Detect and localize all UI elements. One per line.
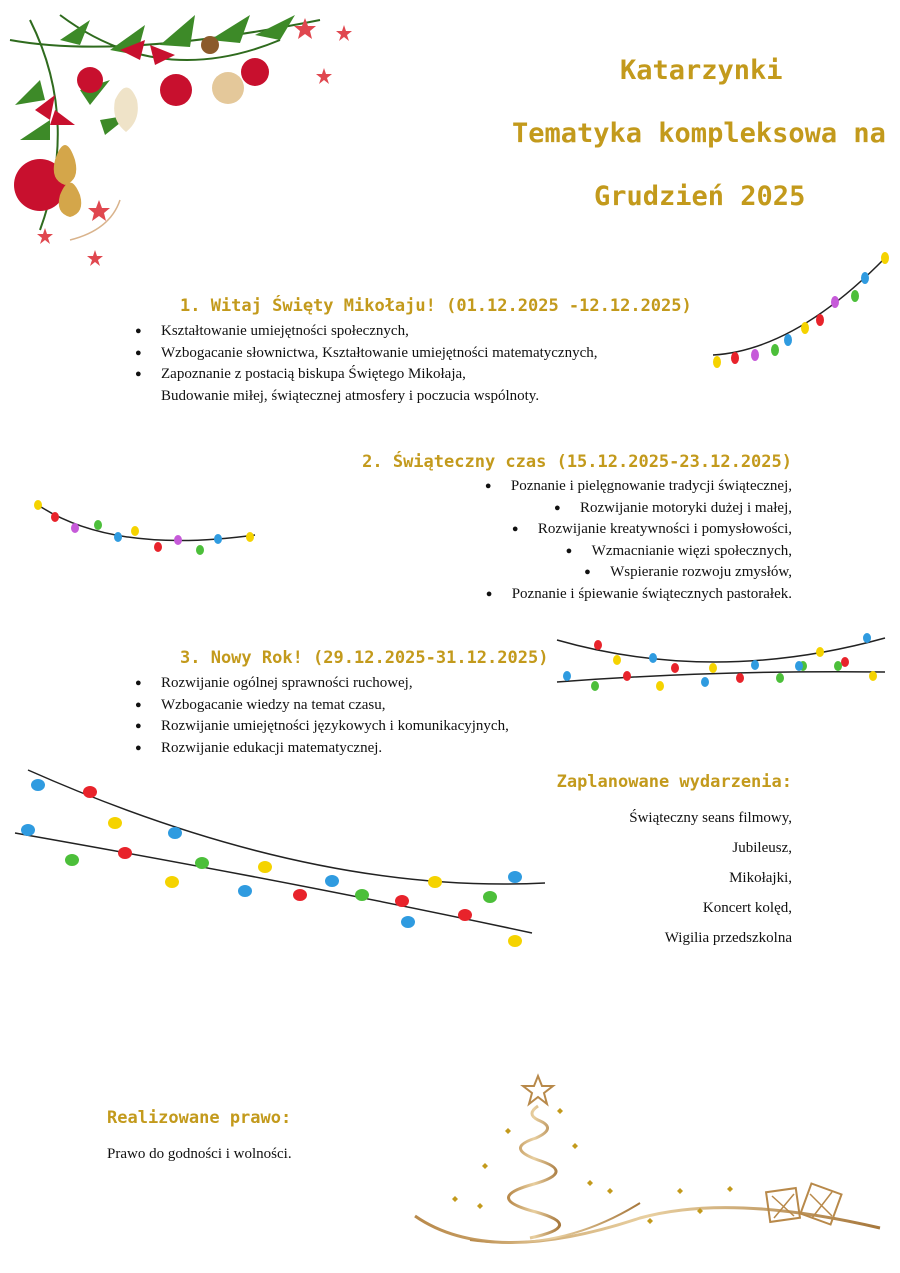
event-item: Mikołajki,	[729, 870, 792, 886]
bullet-icon: ●	[484, 480, 492, 492]
bullet-icon: ●	[135, 720, 142, 732]
christmas-garland-icon	[0, 0, 360, 270]
list-item	[485, 498, 792, 520]
bullet-icon: ●	[485, 587, 493, 600]
header-month: Grudzień 2025	[594, 181, 806, 212]
list-item	[135, 343, 598, 365]
event-item: Wigilia przedszkolna	[664, 930, 792, 946]
list-item-text: Poznanie i śpiewanie świątecznych pastorałek.	[511, 585, 792, 602]
list-item	[135, 738, 509, 760]
bullet-icon: ●	[584, 566, 591, 578]
section3-list	[135, 673, 509, 759]
string-lights-icon	[10, 765, 550, 955]
gold-christmas-tree-icon	[410, 1068, 890, 1258]
section2-list	[485, 476, 792, 605]
list-item	[485, 562, 792, 584]
bullet-icon: ●	[511, 523, 519, 535]
rights-text: Prawo do godności i wolności.	[107, 1146, 292, 1162]
bullet-icon: ●	[135, 698, 142, 711]
list-item-text: Rozwijanie umiejętności językowych i komunikacyjnych,	[161, 718, 509, 734]
list-item-text: Wzmacnianie więzi społecznych,	[591, 542, 792, 559]
section2-title: 2. Świąteczny czas (15.12.2025-23.12.2025)	[362, 452, 792, 472]
bullet-icon: ●	[135, 368, 142, 380]
event-item: Świąteczny seans filmowy,	[629, 810, 792, 826]
bullet-icon: ●	[135, 677, 142, 689]
header-subtitle: Tematyka kompleksowa na	[512, 118, 886, 149]
list-item-text: Rozwijanie edukacji matematycznej.	[161, 739, 383, 756]
section3-title: 3. Nowy Rok! (29.12.2025-31.12.2025)	[180, 648, 549, 668]
string-lights-icon	[30, 495, 260, 560]
list-item	[135, 716, 509, 738]
list-item	[485, 476, 792, 498]
list-item-text: Wspieranie rozwoju zmysłów,	[610, 564, 792, 580]
list-item	[135, 364, 598, 386]
list-item	[135, 673, 509, 695]
string-lights-icon	[705, 250, 895, 370]
events-title: Zaplanowane wydarzenia:	[556, 772, 792, 792]
event-item: Jubileusz,	[732, 840, 792, 856]
list-item	[135, 321, 598, 343]
events-list	[629, 810, 792, 947]
header-title: Katarzynki	[620, 55, 783, 86]
list-item-text: Rozwijanie ogólnej sprawności ruchowej,	[161, 675, 413, 691]
list-item	[485, 519, 792, 541]
section1-title: 1. Witaj Święty Mikołaju! (01.12.2025 -12.12.2025)	[180, 296, 692, 316]
list-item-text: Wzbogacanie słownictwa, Kształtowanie umiejętności matematycznych,	[161, 344, 598, 361]
list-item	[485, 541, 792, 563]
list-item-text: Kształtowanie umiejętności społecznych,	[161, 323, 409, 339]
rights-title: Realizowane prawo:	[107, 1108, 292, 1128]
bullet-icon: ●	[135, 346, 142, 359]
event-item: Koncert kolęd,	[702, 900, 792, 916]
list-item-continuation: Budowanie miłej, świątecznej atmosfery i poczucia wspólnoty.	[161, 387, 540, 404]
bullet-icon: ●	[565, 544, 573, 557]
list-item-text: Wzbogacanie wiedzy na temat czasu,	[161, 696, 386, 713]
list-item-text: Poznanie i pielęgnowanie tradycji świątecznej,	[510, 478, 792, 494]
bullet-icon: ●	[135, 741, 142, 754]
bullet-icon: ●	[135, 325, 142, 337]
list-item	[485, 584, 792, 606]
bullet-icon: ●	[553, 501, 561, 514]
list-item-text: Zapoznanie z postacią biskupa Świętego Mikołaja,	[161, 366, 466, 382]
string-lights-icon	[555, 630, 890, 695]
section1-list	[135, 321, 598, 406]
list-item	[135, 695, 509, 717]
list-item-text: Rozwijanie kreatywności i pomysłowości,	[537, 521, 792, 537]
list-item-text: Rozwijanie motoryki dużej i małej,	[579, 499, 792, 516]
